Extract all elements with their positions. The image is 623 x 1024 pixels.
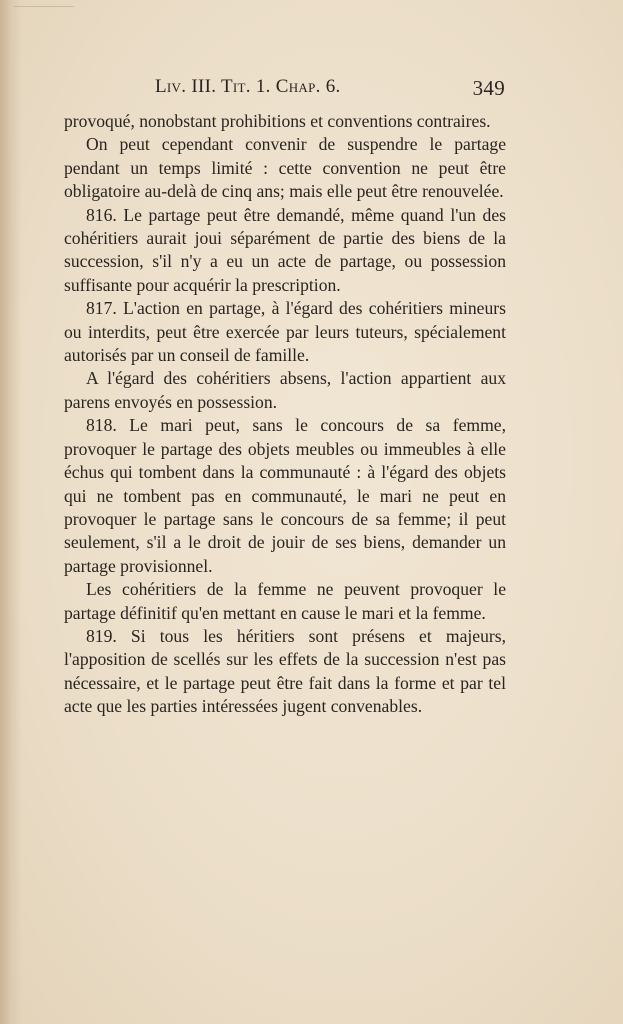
paragraph: On peut cependant convenir de suspendre le partage pendant un temps limité : cette convention ne peut être obligatoire au-delà de cinq ans; mais elle peut être renouvelée. xyxy=(64,134,506,202)
top-edge-mark xyxy=(14,0,74,7)
body-text xyxy=(64,110,506,719)
paragraph: Les cohéritiers de la femme ne peuvent provoquer le partage définitif qu'en mettant en cause le mari et la femme. xyxy=(64,579,506,623)
page-gutter-shadow xyxy=(0,0,22,1024)
paragraph: A l'égard des cohéritiers absens, l'action appartient aux parens envoyés en possession. xyxy=(64,368,506,412)
article-817: 817. L'action en partage, à l'égard des cohéritiers mineurs ou interdits, peut être exercée par leurs tuteurs, spécialement autorisés par un conseil de famille. xyxy=(64,298,506,366)
running-head: Liv. III. Tit. 1. Chap. 6. xyxy=(155,76,341,97)
article-818: 818. Le mari peut, sans le concours de sa femme, provoquer le partage des objets meubles ou immeubles à elle échus qui tombent dans la communauté : à l'égard des objets qui ne tombent pas en communauté, le mari ne peut en provoquer le partage sans le concours de sa femme; il peut seulement, s'il a le droit de jouir de ses biens, demander un partage provisionnel. xyxy=(64,415,506,576)
page-header xyxy=(155,76,505,102)
paragraph-continuation: provoqué, nonobstant prohibitions et conventions contraires. xyxy=(64,111,491,131)
article-816: 816. Le partage peut être demandé, même quand l'un des cohéritiers aurait joui séparément de partie des biens de la succession, s'il n'y a eu un acte de partage, ou possession suffisante pour acquérir la prescription. xyxy=(64,204,506,295)
page-number: 349 xyxy=(472,76,505,100)
article-819: 819. Si tous les héritiers sont présens et majeurs, l'apposition de scellés sur les effets de la succession n'est pas nécessaire, et le partage peut être fait dans la forme et par tel acte que les parties intéressées jugent convenables. xyxy=(64,625,506,717)
